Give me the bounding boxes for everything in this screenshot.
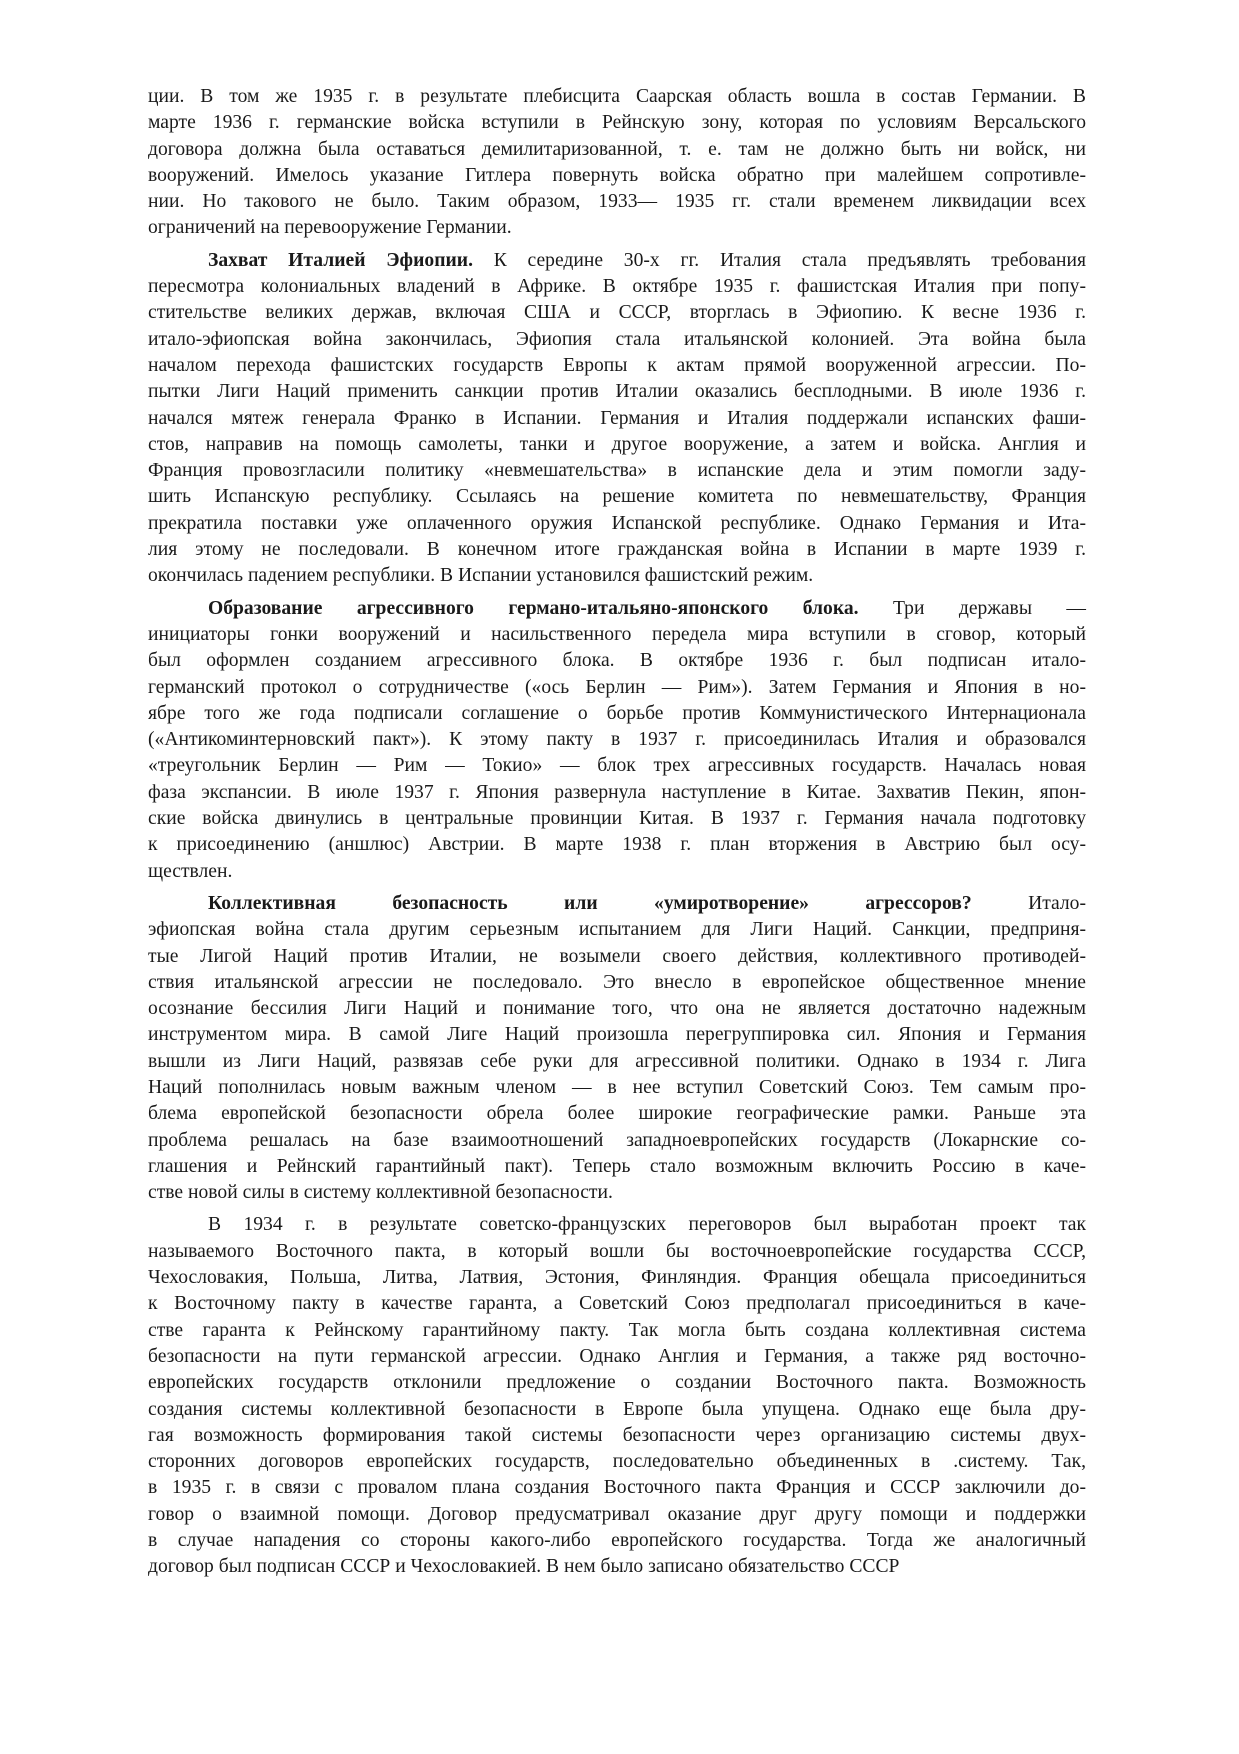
- text-line: проблема решалась на базе взаимоотношений западноевропейских государств (Локарнские со-: [148, 1129, 1086, 1151]
- text-line: Наций пополнилась новым важным членом — в нее вступил Советский Союз. Тем самым про-: [148, 1076, 1086, 1098]
- text-line: стительстве великих держав, включая США и СССР, вторглась в Эфиопию. К весне 1936 г.: [148, 302, 1086, 324]
- text-line: вышли из Лиги Наций, развязав себе руки для агрессивной политики. Однако в 1934 г. Лига: [148, 1050, 1086, 1072]
- text-line: «треугольник Берлин — Рим — Токио» — блок трех агрессивных государств. Началась новая: [148, 755, 1086, 777]
- text-line: германский протокол о сотрудничестве («ось Берлин — Рим»). Затем Германия и Япония в но-: [148, 676, 1086, 698]
- text-line: Образование агрессивного германо-итальяно-японского блока. Три державы —: [208, 597, 1086, 619]
- paragraph-p5: [148, 1212, 1086, 1580]
- section-heading: Образование агрессивного германо-итальяно-японского блока.: [208, 597, 859, 619]
- text-line: ции. В том же 1935 г. в результате плебисцита Саарская область вошла в состав Германии. В: [148, 86, 1086, 107]
- text-line: ябре того же года подписали соглашение о борьбе против Коммунистического Интернационала: [148, 702, 1086, 724]
- text-line: итало-эфиопская война закончилась, Эфиопия стала итальянской колонией. Эта война была: [148, 328, 1086, 350]
- text-line: осознание бессилия Лиги Наций и понимание того, что она не является достаточно надежным: [148, 998, 1086, 1020]
- text-line: началом перехода фашистских государств Европы к актам прямой вооруженной агрессии. По-: [148, 354, 1086, 376]
- text-line: («Антикоминтерновский пакт»). К этому пакту в 1937 г. присоединилась Италия и образовался: [148, 729, 1086, 751]
- text-line: нии. Но такового не было. Таким образом, 1933— 1935 гг. стали временем ликвидации всех: [148, 191, 1086, 213]
- text-line: стве новой силы в систему коллективной безопасности.: [148, 1182, 613, 1204]
- text-line: Франция провозгласили политику «невмешательства» в испанские дела и этим помогли заду-: [148, 460, 1086, 482]
- text-line: в 1935 г. в связи с провалом плана создания Восточного пакта Франция и СССР заключили до-: [148, 1477, 1086, 1499]
- text-line: к Восточному пакту в качестве гаранта, а Советский Союз предполагал присоединиться в каче-: [148, 1293, 1086, 1315]
- document-page: [148, 84, 1086, 1587]
- text-line: безопасности на пути германской агрессии. Однако Англия и Германия, а также ряд восточно-: [148, 1345, 1086, 1367]
- section-heading: Захват Италией Эфиопии.: [208, 249, 473, 271]
- text-line: называемого Восточного пакта, в который вошли бы восточноевропейские государства СССР,: [148, 1240, 1086, 1262]
- text-line: в случае нападения со стороны какого-либо европейского государства. Тогда же аналогичный: [148, 1530, 1086, 1552]
- text-line: инструментом мира. В самой Лиге Наций произошла перегруппировка сил. Япония и Германия: [148, 1024, 1086, 1046]
- text-line: ществлен.: [148, 860, 233, 882]
- text-line: блема европейской безопасности обрела более широкие географические рамки. Раньше эта: [148, 1103, 1086, 1125]
- paragraph-p1: [148, 84, 1086, 242]
- text-line: Захват Италией Эфиопии. К середине 30-х гг. Италия стала предъявлять требования: [208, 249, 1086, 271]
- text-line: В 1934 г. в результате советско-французских переговоров был выработан проект так: [208, 1214, 1086, 1236]
- text-line: ские войска двинулись в центральные провинции Китая. В 1937 г. Германия начала подготовку: [148, 808, 1086, 830]
- text-line: фаза экспансии. В июле 1937 г. Япония развернула наступление в Китае. Захватив Пекин, япон-: [148, 781, 1086, 803]
- text-line: был оформлен созданием агрессивного блока. В октябре 1936 г. был подписан итало-: [148, 650, 1086, 672]
- text-line: шить Испанскую республику. Ссылаясь на решение комитета по невмешательству, Франция: [148, 486, 1086, 508]
- paragraph-p4: [148, 891, 1086, 1207]
- text-line: стов, направив на помощь самолеты, танки и другое вооружение, а затем и войска. Англия и: [148, 433, 1086, 455]
- text-line: инициаторы гонки вооружений и насильственного передела мира вступили в сговор, который: [148, 623, 1086, 645]
- text-line: ствия итальянской агрессии не последовало. Это внесло в европейское общественное мнение: [148, 971, 1086, 993]
- text-line: Коллективная безопасность или «умиротворение» агрессоров? Итало-: [208, 892, 1086, 914]
- text-line: договор был подписан СССР и Чехословакией. В нем было записано обязательство СССР: [148, 1556, 900, 1578]
- text-line: говор о взаимной помощи. Договор предусматривал оказание друг другу помощи и поддержки: [148, 1503, 1086, 1525]
- text-line: сторонних договоров европейских государств, последовательно объединенных в .систему. Так,: [148, 1451, 1086, 1473]
- text-line: вооружений. Имелось указание Гитлера повернуть войска обратно при малейшем сопротивле-: [148, 164, 1086, 186]
- text-line: пересмотра колониальных владений в Африке. В октябре 1935 г. фашистская Италия при попу-: [148, 276, 1086, 298]
- text-line: лия этому не последовали. В конечном итоге гражданская война в Испании в марте 1939 г.: [148, 539, 1086, 561]
- text-line: стве гаранта к Рейнскому гарантийному пакту. Так могла быть создана коллективная система: [148, 1319, 1086, 1341]
- text-line: пытки Лиги Наций применить санкции против Италии оказались бесплодными. В июле 1936 г.: [148, 381, 1086, 403]
- text-line: эфиопская война стала другим серьезным испытанием для Лиги Наций. Санкции, предприня-: [148, 919, 1086, 941]
- text-line: европейских государств отклонили предложение о создании Восточного пакта. Возможность: [148, 1372, 1086, 1394]
- text-line: Чехословакия, Польша, Литва, Латвия, Эстония, Финляндия. Франция обещала присоединиться: [148, 1267, 1086, 1289]
- paragraph-p3: [148, 596, 1086, 885]
- text-line: марте 1936 г. германские войска вступили в Рейнскую зону, которая по условиям Версальского: [148, 112, 1086, 134]
- text-line: ограничений на перевооружение Германии.: [148, 217, 512, 239]
- text-line: прекратила поставки уже оплаченного оружия Испанской республике. Однако Германия и Ита-: [148, 512, 1086, 534]
- paragraph-p2: [148, 248, 1086, 590]
- text-line: глашения и Рейнский гарантийный пакт). Теперь стало возможным включить Россию в каче-: [148, 1155, 1086, 1177]
- text-line: начался мятеж генерала Франко в Испании. Германия и Италия поддержали испанских фаши-: [148, 407, 1086, 429]
- text-line: к присоединению (аншлюс) Австрии. В марте 1938 г. план вторжения в Австрию был осу-: [148, 834, 1086, 856]
- text-line: окончилась падением республики. В Испании установился фашистский режим.: [148, 565, 814, 587]
- text-line: тые Лигой Наций против Италии, не возымели своего действия, коллективного противодей-: [148, 945, 1086, 967]
- text-line: гая возможность формирования такой системы безопасности через организацию системы двух-: [148, 1424, 1086, 1446]
- text-line: договора должна была оставаться демилитаризованной, т. е. там не должно быть ни войск, ни: [148, 138, 1086, 160]
- section-heading: Коллективная безопасность или «умиротворение» агрессоров?: [208, 892, 972, 914]
- text-line: создания системы коллективной безопасности в Европе была упущена. Однако еще была дру-: [148, 1398, 1086, 1420]
